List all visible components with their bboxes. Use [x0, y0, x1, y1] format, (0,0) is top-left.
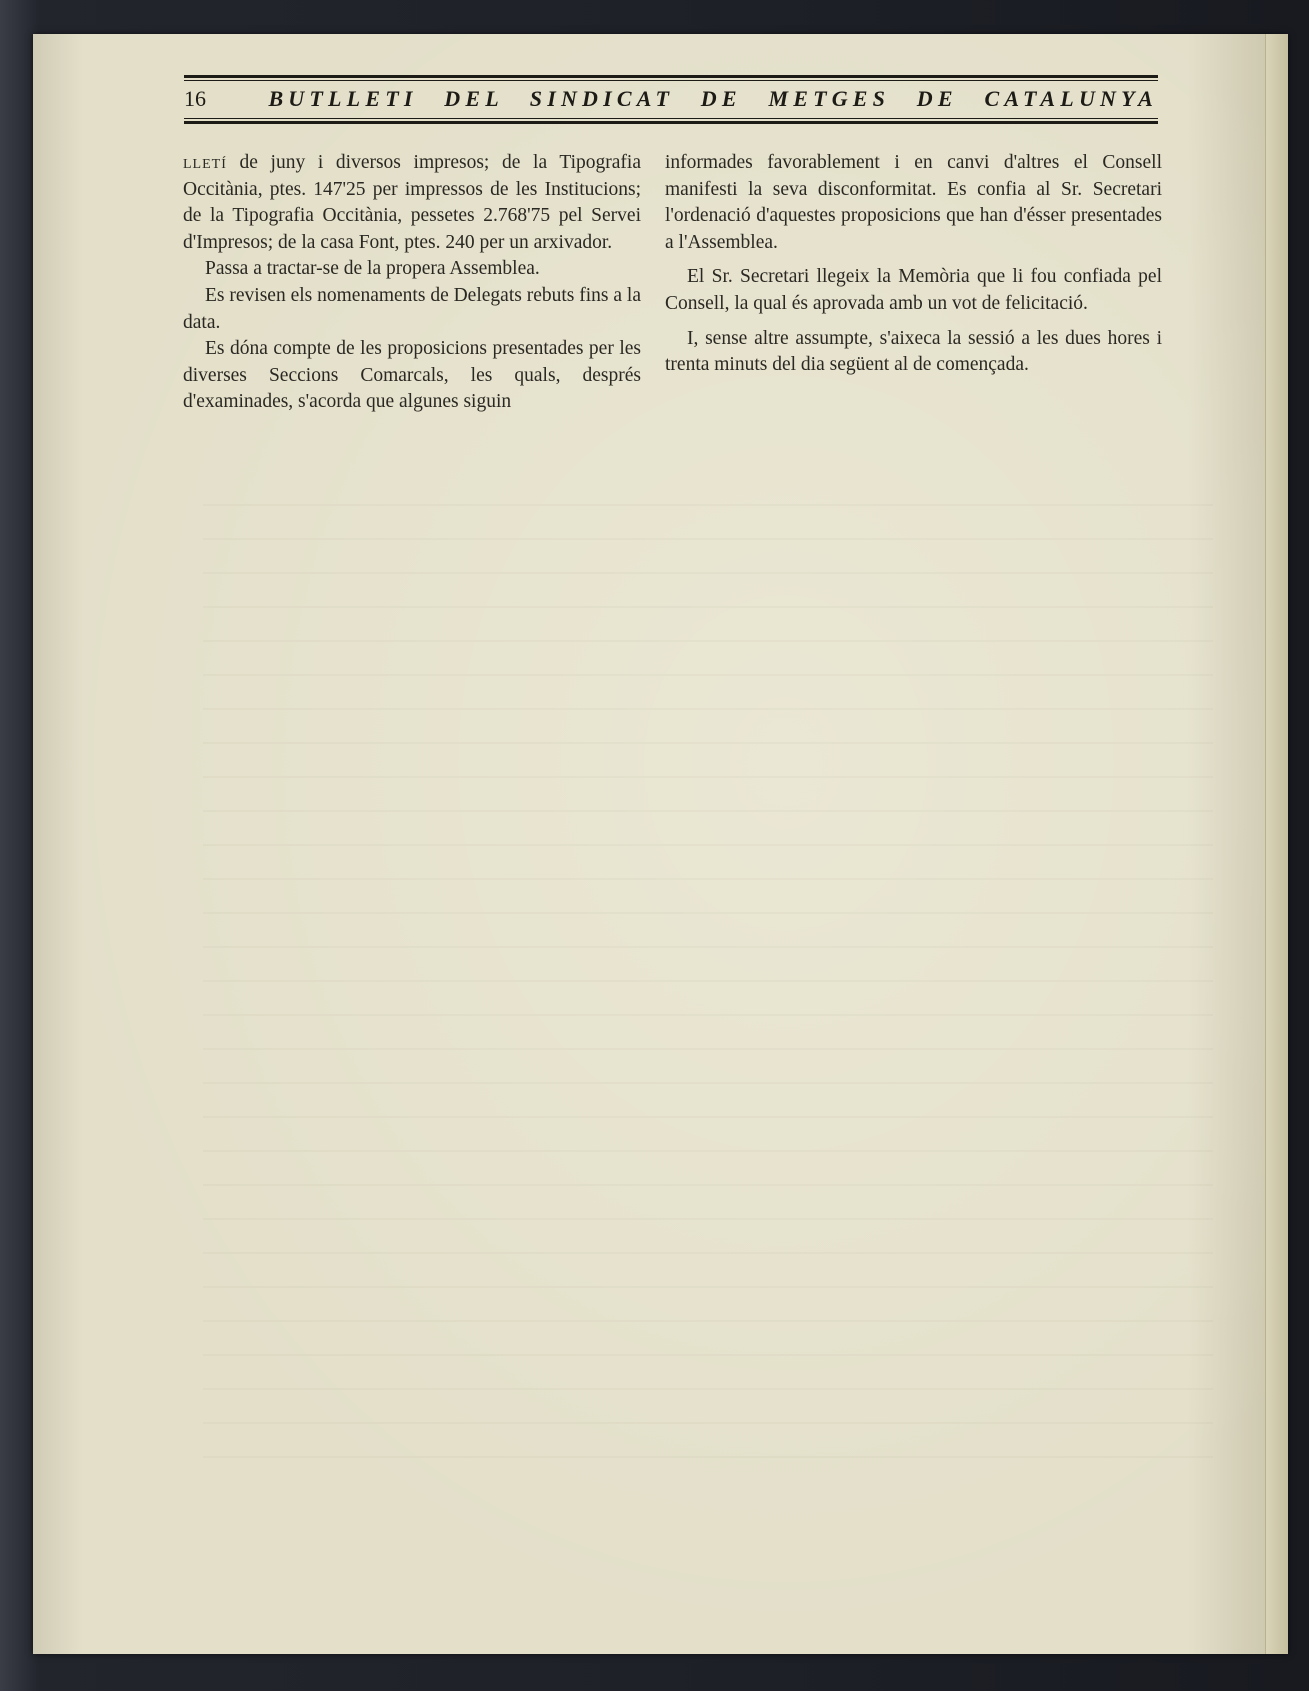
paragraph: El Sr. Secretari llegeix la Memòria que li fou confiada pel Consell, la qual és aprovada amb un vot de felicitació.: [665, 266, 1162, 314]
header-rule-top-thick: [184, 75, 1158, 78]
paragraph: informades favorablement i en canvi d'altres el Consell manifesti la seva disconformitat. Es confia al Sr. Secretari l'ordenació d'aquestes proposicions que han d'ésser presentades a l'Assemblea.: [665, 152, 1162, 253]
paragraph: Passa a tractar-se de la propera Assemblea.: [205, 258, 540, 280]
paragraph-lead: lletí: [183, 152, 227, 173]
page-number: 16: [184, 86, 206, 111]
journal-title: BUTLLETI DEL SINDICAT DE METGES DE CATALUNYA: [268, 86, 1158, 111]
right-column: [665, 150, 1162, 379]
paragraph: [183, 150, 641, 256]
header-rule-bottom-thin: [184, 118, 1158, 119]
paragraph: Es revisen els nomenaments de Delegats rebuts fins a la data.: [183, 284, 641, 333]
page-edge: [1265, 34, 1288, 1654]
show-through-texture: [203, 504, 1213, 1464]
header-rule-top-thin: [184, 80, 1158, 81]
paragraph-text: de juny i diversos impresos; de la Tipografia Occitània, ptes. 147'25 per impressos de les Institucions; de la Tipografia Occitània, pessetes 2.768'75 pel Servei d'Impresos; de la casa Font, ptes. 240 per un arxivador.: [183, 152, 641, 253]
left-column: [183, 150, 641, 416]
paragraph: I, sense altre assumpte, s'aixeca la sessió a les dues hores i trenta minuts del dia següent al de començada.: [665, 327, 1162, 376]
header-rule-bottom-thick: [184, 121, 1158, 124]
paragraph: Es dóna compte de les proposicions presentades per les diverses Seccions Comarcals, les quals, després d'examinades, s'acorda que algunes siguin: [183, 338, 641, 413]
running-head: [184, 84, 1158, 114]
